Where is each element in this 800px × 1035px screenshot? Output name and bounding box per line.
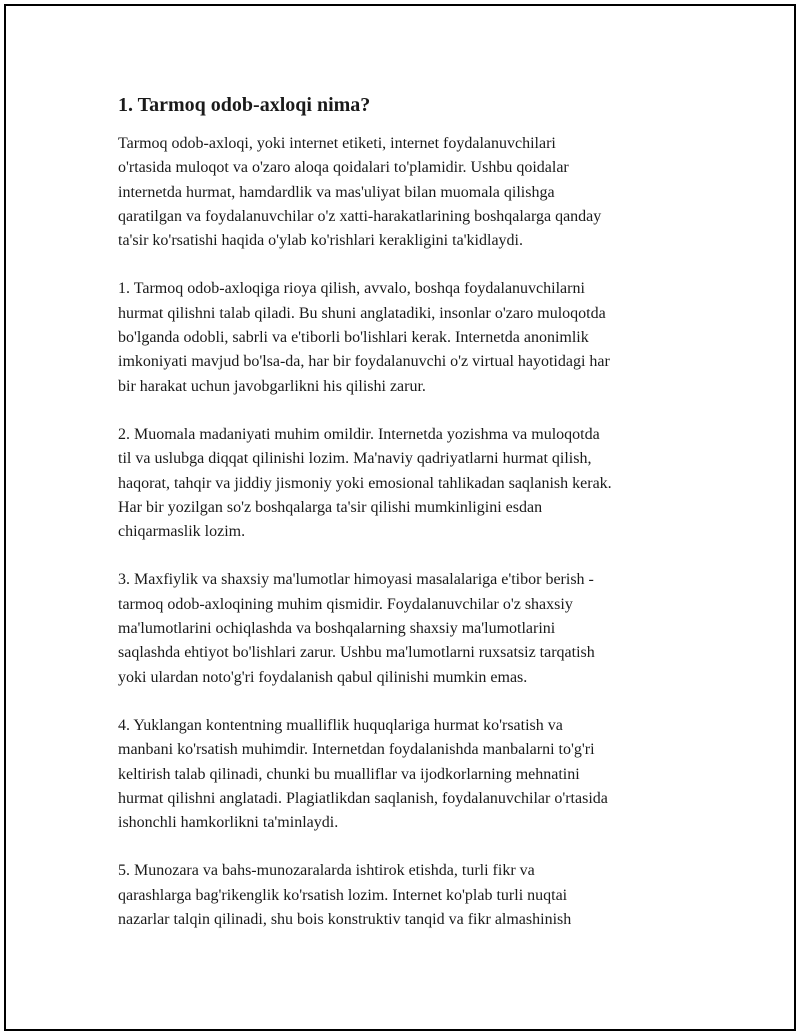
paragraph-5: 5. Munozara va bahs-munozaralarda ishtirok etishda, turli fikr va qarashlarga bag'rikenglik ko'rsatish lozim. Internet ko'plab turli nuqtai nazarlar talqin qilinadi, shu bois konstruktiv tanqid va fikr almashinish [118,862,572,929]
paragraph-4: 4. Yuklangan kontentning mualliflik huquqlariga hurmat ko'rsatish va manbani ko'rsatish muhimdir. Internetdan foydalanishda manbalarni to'g'ri keltirish talab qilinadi, chunki bu mualliflar va ijodkorlarning mehnatini hurmat qilishni anglatadi. Plagiatlikdan saqlanish, foydalanuvchilar o'rtasida ishonchli hamkorlikni ta'minlaydi. [118,716,608,832]
paragraph-2: 2. Muomala madaniyati muhim omildir. Internetda yozishma va muloqotda til va uslubga diqqat qilinishi lozim. Ma'naviy qadriyatlarni hurmat qilish, haqorat, tahqir va jiddiy jismoniy yoki emosional tahlikadan saqlanish kerak. Har bir yozilgan so'z boshqalarga ta'sir qilishi mumkinligini esdan chiqarmaslik lozim. [118,425,612,541]
intro-paragraph: Tarmoq odob-axloqi, yoki internet etiketi, internet foydalanuvchilari o'rtasida muloqot va o'zaro aloqa qoidalari to'plamidir. Ushbu qoidalar internetda hurmat, hamdardlik va mas'uliyat bilan muomala qilishga qaratilgan va foydalanuvchilar o'z xatti-harakatlarining boshqalarga qanday ta'sir ko'rsatishi haqida o'ylab ko'rishlari kerakligini ta'kidlaydi. [118,135,602,250]
paragraph-1: 1. Tarmoq odob-axloqiga rioya qilish, avvalo, boshqa foydalanuvchilarni hurmat qilishni talab qiladi. Bu shuni anglatadiki, insonlar o'zaro muloqotda bo'lganda odobli, sabrli va e'tiborli bo'lishlari kerak. Internetda anonimlik imkoniyati mavjud bo'lsa-da, har bir foydalanuvchi o'z virtual hayotidagi har bir harakat uchun javobgarlikni his qilishi zarur. [118,280,610,395]
document-title: 1. Tarmoq odob-axloqi nima? [118,94,371,116]
document-body [118,92,698,956]
paragraph-3: 3. Maxfiylik va shaxsiy ma'lumotlar himoyasi masalalariga e'tibor berish - tarmoq odob-axloqining muhim qismidir. Foydalanuvchilar o'z shaxsiy ma'lumotlarini ochiqlashda va boshqalarning shaxsiy ma'lumotlarini saqlashda ehtiyot bo'lishlari zarur. Ushbu ma'lumotlarni ruxsatsiz tarqatish yoki ulardan noto'g'ri foydalanish qabul qilinishi mumkin emas. [118,571,595,686]
